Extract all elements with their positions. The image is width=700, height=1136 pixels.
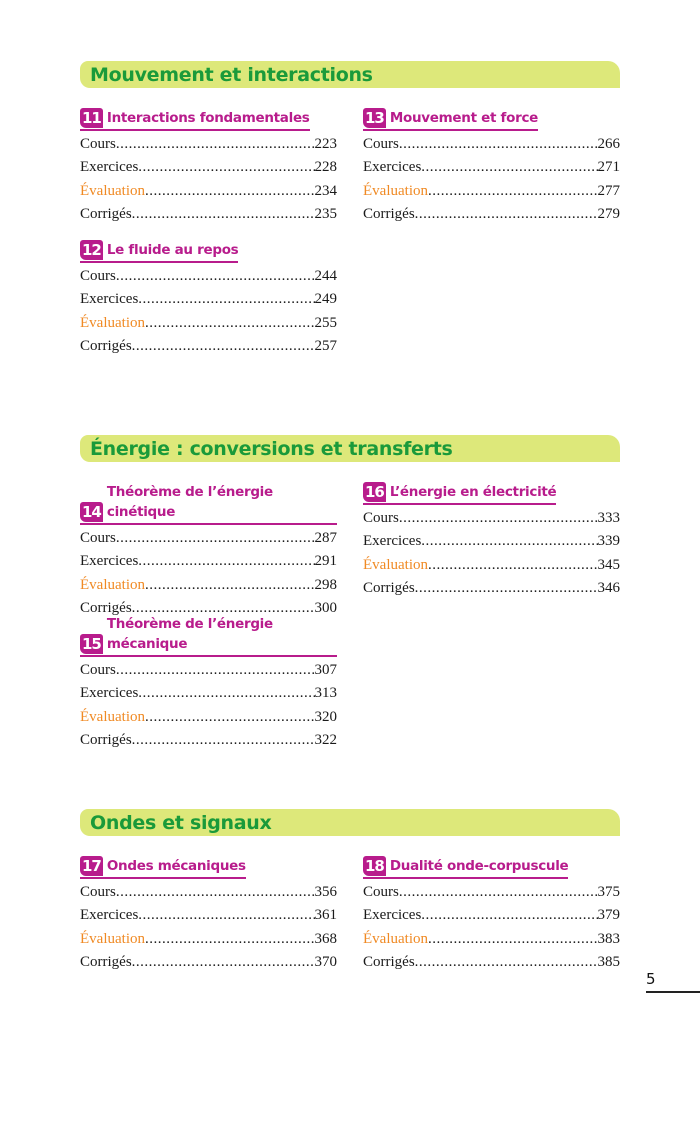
entry-page: 346 [597,579,620,596]
entry-label: Évaluation [80,314,145,331]
chapter-title: Interactions fondamentales [106,110,310,126]
entry-page: 333 [597,510,620,526]
dot-leader [399,507,598,530]
dot-leader [132,203,315,226]
toc-entry-exercices[interactable] [80,288,337,311]
toc-entry-exercices[interactable] [363,156,620,179]
toc-entry-exercices[interactable] [80,550,337,573]
toc-entry-evaluation[interactable] [363,180,620,203]
dot-leader [145,706,315,729]
toc-entry-exercices[interactable] [80,156,337,179]
toc-entry-corriges[interactable] [80,729,337,752]
chapter-16 [363,482,620,600]
entry-label: Exercices [80,291,139,308]
chapter-heading[interactable] [363,856,568,879]
dot-leader [399,881,598,904]
entry-label: Évaluation [363,930,428,947]
dot-leader [428,180,598,203]
entry-page: 228 [314,159,337,176]
dot-leader [421,156,597,179]
chapter-11 [80,108,337,226]
entry-label: Exercices [363,907,422,924]
entry-page: 249 [314,291,337,308]
dot-leader [415,951,598,974]
dot-leader [138,904,314,927]
entry-page: 257 [314,337,337,354]
entry-label: Exercices [363,533,422,550]
section-energie [80,435,620,762]
entry-label: Cours [363,136,399,152]
chapter-number: 11 [82,109,101,127]
entry-page: 271 [597,159,620,176]
dot-leader [116,881,315,904]
entry-label: Cours [80,662,116,678]
section-title: Mouvement et interactions [80,61,620,88]
page-number: 5 [646,970,656,988]
dot-leader [145,180,315,203]
entry-label: Corrigés [363,579,415,596]
chapter-title: Le fluide au repos [106,242,239,258]
toc-entry-cours[interactable] [363,881,620,904]
entry-label: Exercices [80,907,139,924]
chapter-heading[interactable] [80,240,238,263]
chapter-number: 17 [82,857,101,875]
toc-entry-evaluation[interactable] [80,574,337,597]
chapter-number: 13 [365,109,384,127]
dot-leader [421,530,597,553]
chapter-number: 18 [365,857,384,875]
chapter-heading[interactable] [80,856,246,879]
entry-label: Cours [80,268,116,284]
entry-page: 244 [314,268,337,284]
dot-leader [421,904,597,927]
entry-page: 277 [597,182,620,199]
section-mouvement-interactions [80,61,620,388]
chapter-title: L’énergie en électricité [389,484,557,500]
dot-leader [138,288,314,311]
dot-leader [428,928,598,951]
section-ondes-signaux [80,809,620,1136]
entry-page: 320 [314,708,337,725]
dot-leader [399,133,598,156]
dot-leader [138,156,314,179]
toc-entry-exercices[interactable] [80,904,337,927]
toc-entry-evaluation[interactable] [80,706,337,729]
entry-page: 385 [597,953,620,970]
entry-page: 298 [314,576,337,593]
entry-label: Corrigés [363,953,415,970]
entry-page: 234 [314,182,337,199]
toc-entry-cours[interactable] [80,265,337,288]
toc-entry-corriges[interactable] [363,577,620,600]
chapter-15 [80,614,337,752]
dot-leader [428,554,598,577]
dot-leader [145,574,315,597]
toc-entry-cours[interactable] [80,527,337,550]
entry-label: Évaluation [80,930,145,947]
entry-page: 307 [314,662,337,678]
dot-leader [145,312,315,335]
chapter-title: Mouvement et force [389,110,539,126]
toc-entry-exercices[interactable] [363,530,620,553]
entry-label: Exercices [80,685,139,702]
entry-label: Cours [363,884,399,900]
dot-leader [132,729,315,752]
chapter-title: Ondes mécaniques [106,858,246,874]
chapter-number: 14 [82,503,101,521]
entry-page: 361 [314,907,337,924]
dot-leader [116,265,315,288]
toc-entry-exercices[interactable] [363,904,620,927]
chapter-title: Dualité onde-corpuscule [389,858,569,874]
entry-page: 266 [597,136,620,152]
dot-leader [132,335,315,358]
toc-entry-cours[interactable] [80,881,337,904]
dot-leader [415,203,598,226]
entry-label: Cours [80,884,116,900]
entry-page: 255 [314,314,337,331]
entry-label: Corrigés [363,205,415,222]
entry-page: 379 [597,907,620,924]
chapter-heading[interactable] [80,108,310,131]
entry-page: 300 [314,599,337,616]
entry-page: 322 [314,731,337,748]
chapter-number: 15 [82,635,101,653]
dot-leader [138,682,314,705]
entry-label: Évaluation [80,576,145,593]
chapter-18 [363,856,620,974]
entry-page: 356 [314,884,337,900]
entry-label: Corrigés [80,599,132,616]
chapter-heading[interactable] [80,482,337,525]
toc-entry-cours[interactable] [363,133,620,156]
chapter-number: 16 [365,483,384,501]
toc-entry-corriges[interactable] [363,951,620,974]
chapter-title: Théorème de l’énergie cinétique [106,484,273,520]
toc-entry-evaluation[interactable] [363,554,620,577]
entry-page: 287 [314,530,337,546]
entry-label: Évaluation [80,708,145,725]
toc-entry-exercices[interactable] [80,682,337,705]
chapter-17 [80,856,337,974]
entry-label: Exercices [80,553,139,570]
entry-label: Corrigés [80,731,132,748]
entry-page: 235 [314,205,337,222]
dot-leader [116,659,315,682]
entry-page: 223 [314,136,337,152]
toc-entry-cours[interactable] [80,133,337,156]
entry-page: 375 [597,884,620,900]
dot-leader [116,527,315,550]
entry-label: Corrigés [80,337,132,354]
chapter-heading[interactable] [363,108,538,131]
toc-entry-corriges[interactable] [80,335,337,358]
dot-leader [116,133,315,156]
entry-label: Évaluation [363,182,428,199]
entry-label: Exercices [363,159,422,176]
chapter-heading[interactable] [363,482,556,505]
entry-page: 370 [314,953,337,970]
chapter-12 [80,240,337,358]
entry-label: Exercices [80,159,139,176]
toc-entry-evaluation[interactable] [80,312,337,335]
toc-entry-corriges[interactable] [80,203,337,226]
entry-page: 383 [597,930,620,947]
toc-entry-evaluation[interactable] [363,928,620,951]
dot-leader [415,577,598,600]
dot-leader [145,928,315,951]
chapter-13 [363,108,620,226]
section-title: Énergie : conversions et transferts [80,435,620,462]
entry-page: 279 [597,205,620,222]
toc-entry-corriges[interactable] [363,203,620,226]
dot-leader [138,550,314,573]
toc-entry-evaluation[interactable] [80,928,337,951]
entry-page: 368 [314,930,337,947]
toc-entry-evaluation[interactable] [80,180,337,203]
entry-page: 345 [597,556,620,573]
entry-page: 313 [314,685,337,702]
dot-leader [132,951,315,974]
section-title: Ondes et signaux [80,809,620,836]
entry-label: Cours [80,136,116,152]
chapter-number: 12 [82,241,101,259]
entry-label: Cours [80,530,116,546]
entry-page: 291 [314,553,337,570]
entry-page: 339 [597,533,620,550]
entry-label: Corrigés [80,953,132,970]
page-number-rule [646,991,700,993]
chapter-heading[interactable] [80,614,337,657]
entry-label: Corrigés [80,205,132,222]
toc-entry-cours[interactable] [80,659,337,682]
toc-entry-corriges[interactable] [80,951,337,974]
entry-label: Évaluation [80,182,145,199]
chapter-title: Théorème de l’énergie mécanique [106,616,273,652]
chapter-14 [80,482,337,620]
entry-label: Évaluation [363,556,428,573]
entry-label: Cours [363,510,399,526]
toc-entry-cours[interactable] [363,507,620,530]
